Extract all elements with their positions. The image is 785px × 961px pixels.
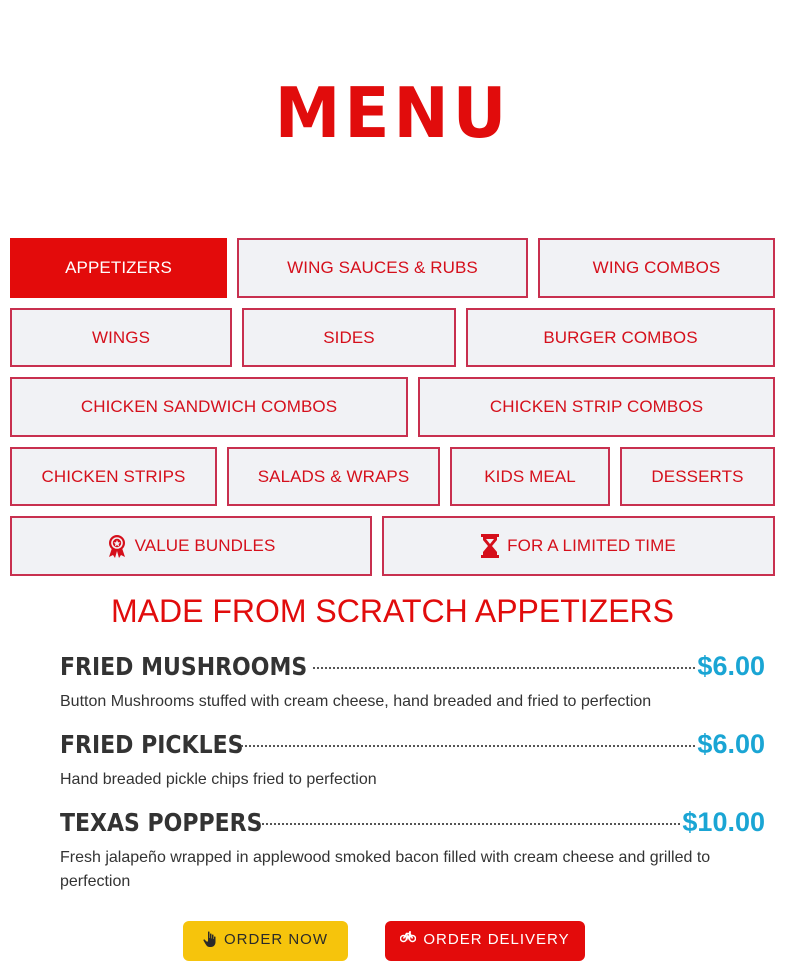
tab-label: CHICKEN SANDWICH COMBOS — [80, 397, 338, 416]
menu-item — [60, 805, 765, 894]
tab-label: WING COMBOS — [592, 258, 721, 277]
hourglass-icon — [481, 534, 499, 558]
award-ribbon-icon — [107, 534, 127, 558]
tab-label: DESSERTS — [651, 466, 744, 486]
menu-item-description: Button Mushrooms stuffed with cream cheese, hand breaded and fried to perfection — [60, 693, 652, 710]
tab-chicken-strip-combos[interactable] — [418, 377, 775, 437]
menu-item — [60, 727, 765, 792]
menu-item-name: FRIED MUSHROOMS — [60, 651, 308, 681]
tab-label: KIDS MEAL — [484, 466, 576, 486]
section-title: MADE FROM SCRATCH APPETIZERS — [110, 593, 674, 629]
menu-item-header — [60, 727, 765, 761]
tab-label: SALADS & WRAPS — [257, 466, 410, 486]
menu-item-name: FRIED PICKLES — [60, 729, 244, 759]
bicycle-icon — [400, 931, 416, 943]
tab-label: APPETIZERS — [65, 258, 172, 277]
order-now-label: ORDER NOW — [224, 931, 328, 948]
menu-item-description: Fresh jalapeño wrapped in applewood smoked bacon filled with cream cheese and grilled to perfection — [60, 849, 711, 890]
menu-item-description: Hand breaded pickle chips fried to perfection — [60, 771, 377, 788]
order-delivery-button[interactable] — [385, 921, 585, 961]
tab-salads-wraps[interactable] — [227, 447, 440, 506]
tab-label: FOR A LIMITED TIME — [507, 536, 676, 555]
order-delivery-label: ORDER DELIVERY — [423, 931, 570, 948]
tab-label: CHICKEN STRIP COMBOS — [489, 397, 704, 416]
menu-logo: MENU — [274, 73, 511, 154]
tab-label: VALUE BUNDLES — [134, 536, 276, 555]
dotted-leader — [313, 667, 696, 669]
tab-wing-combos[interactable] — [538, 238, 775, 298]
menu-item-name: TEXAS POPPERS — [60, 807, 263, 837]
menu-item-price: $10.00 — [682, 806, 765, 837]
tab-appetizers[interactable] — [10, 238, 227, 298]
menu-item — [60, 649, 765, 714]
dotted-leader — [262, 823, 680, 825]
tab-desserts[interactable] — [620, 447, 775, 506]
tab-kids-meal[interactable] — [450, 447, 610, 506]
tab-label: BURGER COMBOS — [543, 327, 698, 347]
menu-item-price: $6.00 — [697, 728, 765, 759]
hand-pointer-icon — [203, 931, 217, 947]
tab-label: WINGS — [91, 327, 151, 347]
dotted-leader — [241, 745, 696, 747]
menu-item-header — [60, 649, 765, 683]
menu-item-price: $6.00 — [697, 650, 765, 681]
tab-chicken-strips[interactable] — [10, 447, 217, 506]
tab-for-a-limited-time[interactable] — [382, 516, 775, 576]
tab-label: SIDES — [323, 327, 375, 347]
menu-item-header — [60, 805, 765, 839]
order-now-button[interactable] — [183, 921, 348, 961]
tab-chicken-sandwich-combos[interactable] — [10, 377, 408, 437]
tab-label: CHICKEN STRIPS — [41, 466, 186, 486]
tab-burger-combos[interactable] — [466, 308, 775, 367]
tab-wings[interactable] — [10, 308, 232, 367]
tab-wing-sauces-rubs[interactable] — [237, 238, 528, 298]
tab-sides[interactable] — [242, 308, 456, 367]
tab-label: WING SAUCES & RUBS — [287, 258, 478, 277]
tab-value-bundles[interactable] — [10, 516, 372, 576]
